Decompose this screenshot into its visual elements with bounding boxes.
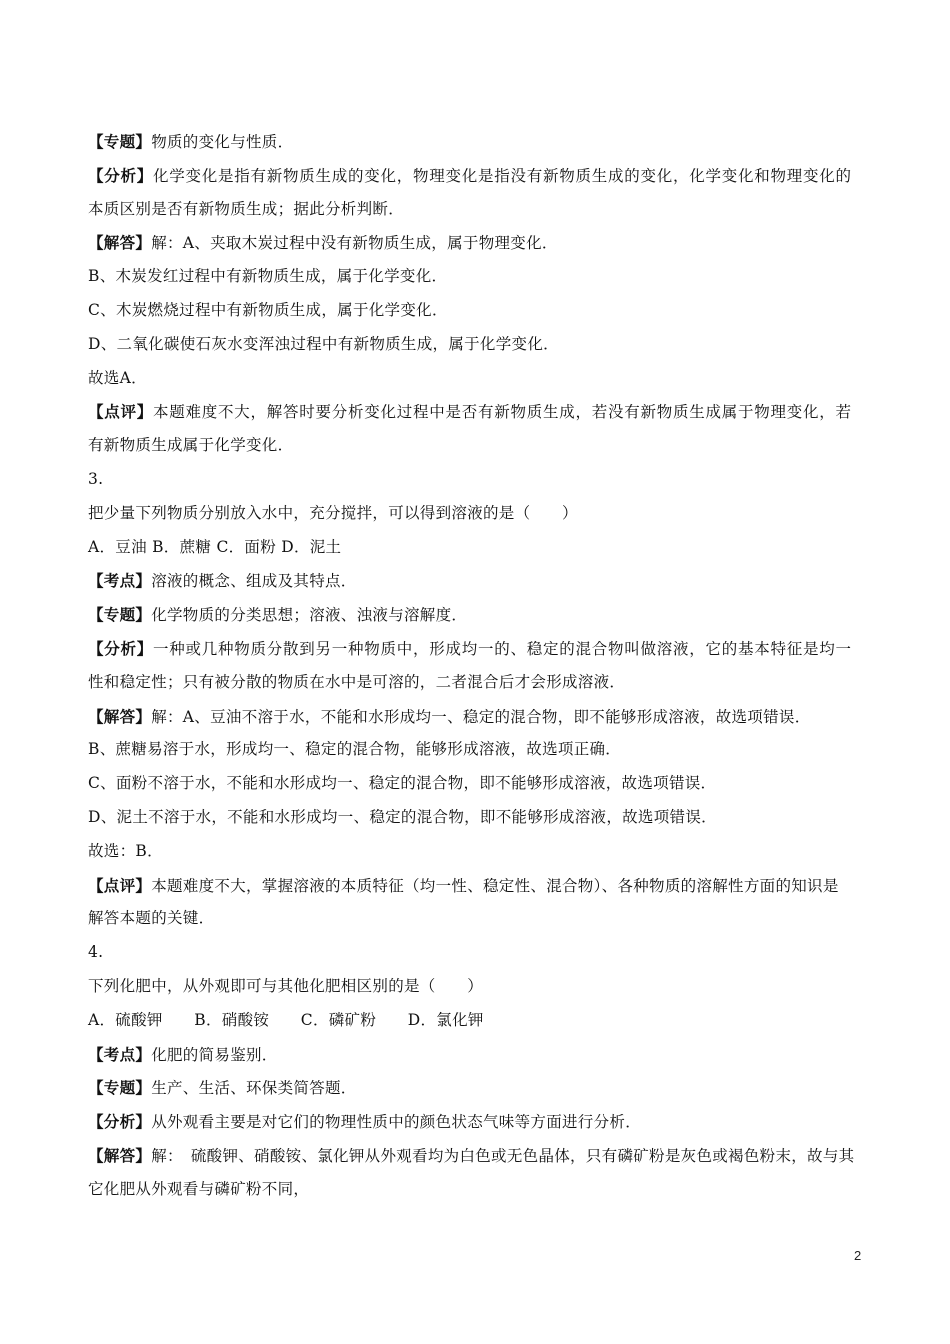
analysis-tag: 【分析】 [88, 638, 154, 658]
topic-text: 生产、生活、环保类简答题． [151, 1079, 357, 1098]
q3-analysis-line-2: 性和稳定性；只有被分散的物质在水中是可溶的，二者混合后才会形成溶液． [88, 672, 626, 691]
q4-analysis-line [88, 1105, 870, 1139]
point-text: 溶液的概念、组成及其特点． [151, 572, 357, 591]
comment-tag: 【点评】 [88, 402, 154, 422]
q2-answer-b: B、木炭发红过程中有新物质生成，属于化学变化． [88, 267, 448, 286]
topic-tag: 【专题】 [88, 605, 152, 625]
page-number: 2 [854, 1248, 862, 1263]
comment-text: 本题难度不大，掌握溶液的本质特征（均一性、稳定性、混合物）、各种物质的溶解性方面的知识是 [151, 876, 839, 895]
comment-text: 本题难度不大，解答时要分析变化过程中是否有新物质生成，若没有新物质生成属于物理变化，若 [153, 403, 852, 422]
q2-answer-c: C、木炭燃烧过程中有新物质生成，属于化学变化． [88, 300, 448, 319]
q2-analysis-line-2 [88, 193, 870, 227]
answer-text: 解：A、豆油不溶于水，不能和水形成均一、稳定的混合物，即不能够形成溶液，故选项错误． [151, 707, 811, 726]
q4-stem: 下列化肥中，从外观即可与其他化肥相区别的是（ ） [88, 976, 484, 995]
q3-answer-b: B、蔗糖易溶于水，形成均一、稳定的混合物，能够形成溶液，故选项正确． [88, 740, 622, 759]
page-content [88, 125, 870, 1207]
q4-number: 4. [88, 943, 104, 962]
q3-stem: 把少量下列物质分别放入水中，充分搅拌，可以得到溶液的是（ ） [88, 503, 578, 522]
q3-topic-line [88, 598, 870, 632]
q4-point-line [88, 1038, 870, 1072]
answer-tag: 【解答】 [88, 233, 152, 253]
analysis-tag: 【分析】 [88, 1112, 152, 1132]
q2-topic-line [88, 125, 870, 159]
analysis-tag: 【分析】 [88, 165, 154, 185]
q3-answer-d: D、泥土不溶于水，不能和水形成均一、稳定的混合物，即不能够形成溶液，故选项错误． [88, 807, 717, 826]
analysis-text: 从外观看主要是对它们的物理性质中的颜色状态气味等方面进行分析． [151, 1113, 642, 1132]
q3-comment-line-1 [88, 869, 870, 903]
answer-text: 解：A、夹取木炭过程中没有新物质生成，属于物理变化． [151, 234, 558, 253]
answer-tag: 【解答】 [88, 706, 152, 726]
point-tag: 【考点】 [88, 571, 152, 591]
comment-tag: 【点评】 [88, 875, 152, 895]
analysis-text: 本质区别是否有新物质生成；据此分析判断． [88, 199, 405, 218]
q2-choice: 故选A． [88, 368, 147, 387]
topic-text: 物质的变化与性质． [151, 133, 294, 151]
topic-tag: 【专题】 [88, 132, 152, 151]
q2-comment-line-2: 有新物质生成属于化学变化． [88, 436, 294, 455]
q2-comment-line-1 [88, 395, 870, 429]
q2-answer-d: D、二氧化碳使石灰水变浑浊过程中有新物质生成，属于化学变化． [88, 334, 559, 353]
analysis-text: 一种或几种物质分散到另一种物质中，形成均一的、稳定的混合物叫做溶液，它的基本特征是均一 [153, 639, 852, 658]
point-tag: 【考点】 [88, 1044, 152, 1064]
q3-options: A．豆油 B．蔗糖 C．面粉 D．泥土 [88, 537, 342, 556]
answer-text: 解： 硫酸钾、硝酸铵、氯化钾从外观看均为白色或无色晶体，只有磷矿粉是灰色或褐色粉末，故与其 [151, 1146, 855, 1165]
point-text: 化肥的简易鉴别． [151, 1045, 278, 1064]
q3-choice: 故选：B． [88, 841, 163, 860]
analysis-text: 化学变化是指有新物质生成的变化，物理变化是指没有新物质生成的变化，化学变化和物理变化的 [153, 166, 852, 185]
q3-analysis-line-1 [88, 632, 870, 666]
answer-tag: 【解答】 [88, 1145, 152, 1165]
q4-answer-line-2: 它化肥从外观看与磷矿粉不同， [88, 1179, 310, 1198]
q2-analysis-line-1 [88, 159, 870, 193]
q3-comment-line-2: 解答本题的关键． [88, 909, 215, 928]
q2-answer-line [88, 226, 870, 260]
q3-answer-c: C、面粉不溶于水，不能和水形成均一、稳定的混合物，即不能够形成溶液，故选项错误． [88, 774, 717, 793]
q4-options: A．硫酸钾 B．硝酸铵 C．磷矿粉 D．氯化钾 [88, 1010, 484, 1029]
q4-topic-line [88, 1071, 870, 1105]
q3-point-line [88, 564, 870, 598]
q3-number: 3. [88, 469, 104, 488]
q3-answer-line [88, 700, 870, 734]
topic-tag: 【专题】 [88, 1078, 152, 1098]
topic-text: 化学物质的分类思想；溶液、浊液与溶解度． [151, 606, 468, 625]
q4-answer-line-1 [88, 1139, 870, 1173]
